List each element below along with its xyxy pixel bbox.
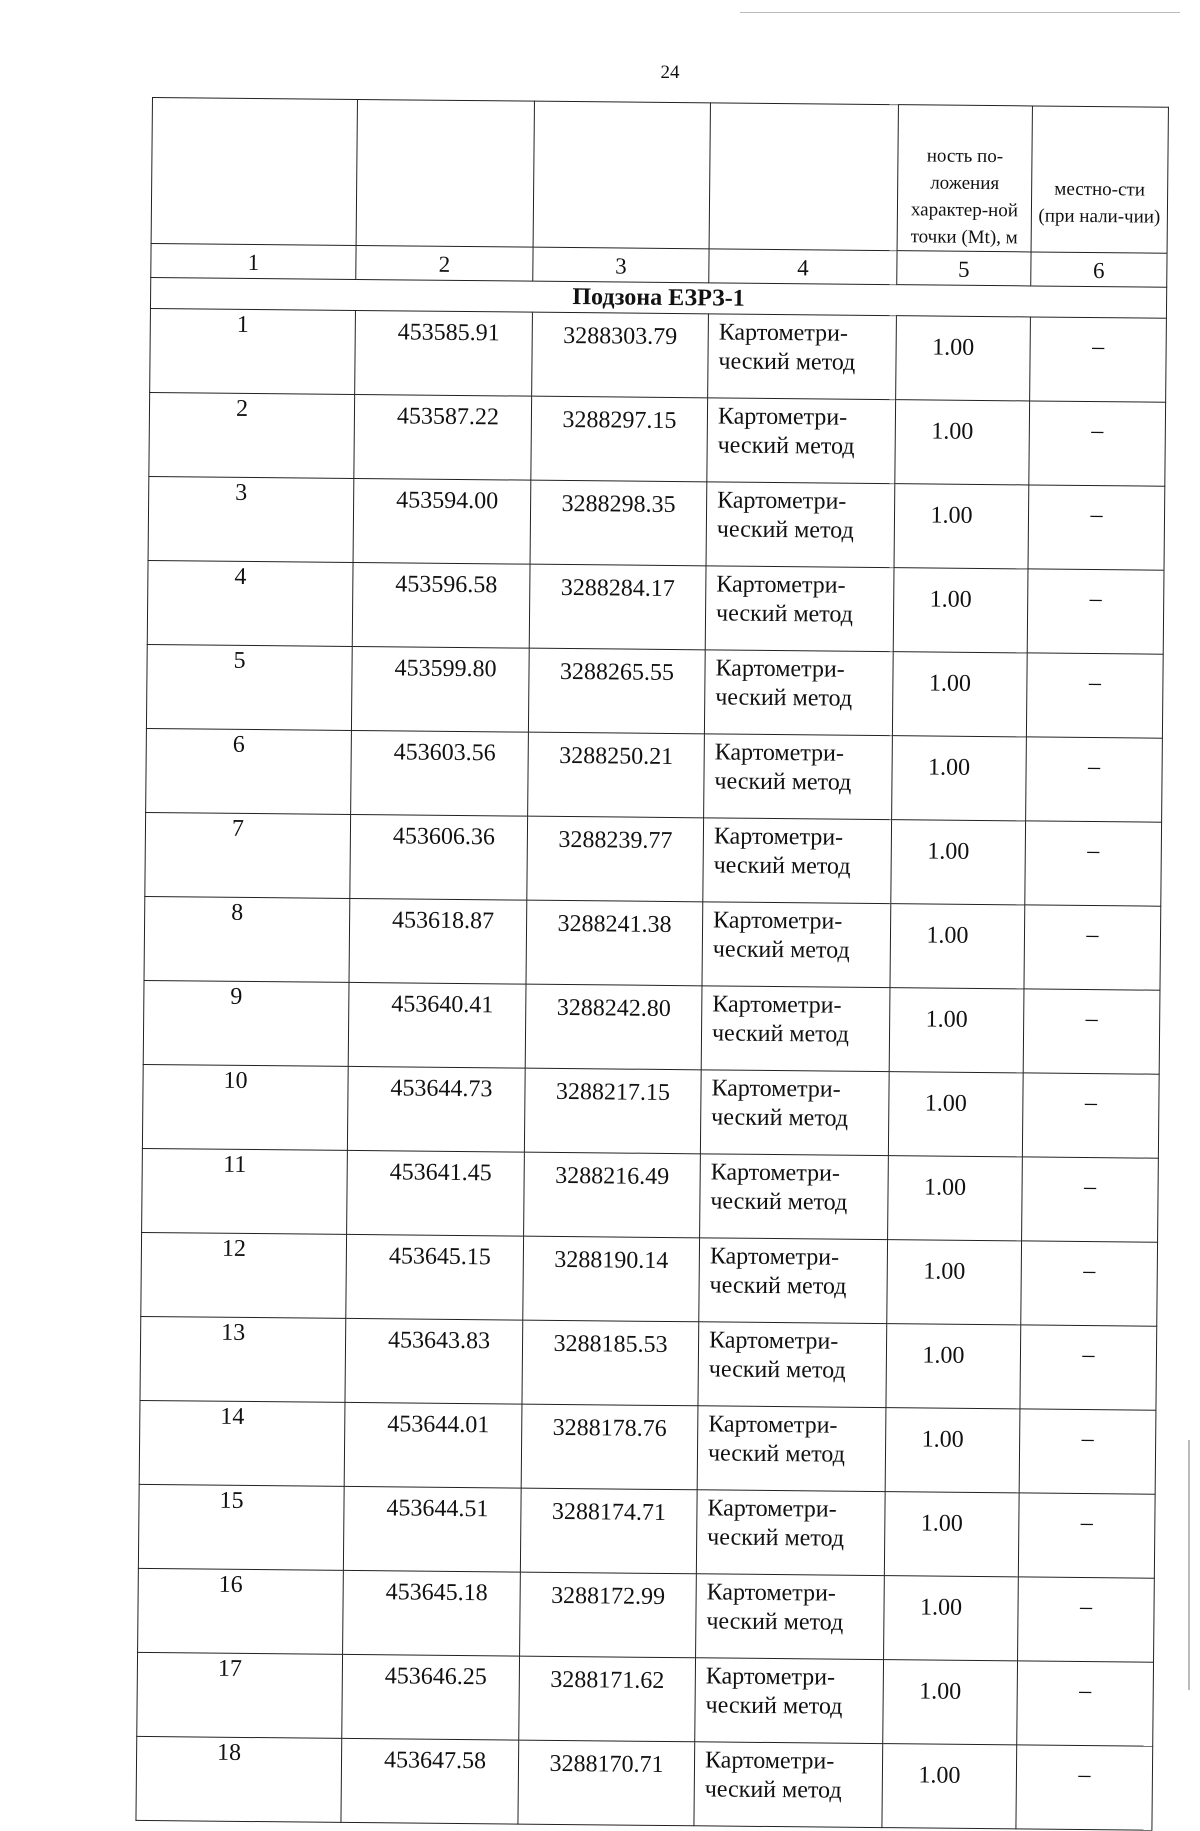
terrain-note: –	[1025, 821, 1162, 906]
method	[694, 1742, 883, 1828]
method-line-2: ческий метод	[705, 1692, 843, 1720]
table-row	[146, 644, 1163, 738]
point-number: 4	[147, 560, 353, 646]
method-line-1: Картометри-	[712, 907, 843, 935]
method	[699, 1238, 888, 1324]
method	[707, 398, 896, 484]
method	[708, 314, 897, 400]
point-number: 18	[136, 1736, 342, 1822]
table-row	[137, 1652, 1154, 1746]
terrain-note: –	[1026, 653, 1163, 738]
method-line-1: Картометри-	[718, 319, 849, 347]
coordinate-y: 3288265.55	[528, 648, 705, 734]
coordinate-y: 3288239.77	[527, 816, 704, 902]
coordinate-x: 453618.87	[349, 898, 527, 984]
point-number: 1	[150, 308, 356, 394]
method-line-2: ческий метод	[714, 768, 852, 796]
terrain-note: –	[1022, 1157, 1159, 1242]
table-row	[138, 1484, 1155, 1578]
coordinate-y: 3288185.53	[522, 1320, 699, 1406]
header-cell	[709, 103, 898, 251]
page-number: 24	[660, 62, 680, 83]
coordinate-x: 453594.00	[353, 478, 531, 564]
coordinate-x: 453641.45	[347, 1150, 525, 1236]
point-number: 11	[142, 1148, 348, 1234]
table-row	[146, 728, 1163, 822]
method-line-1: Картометри-	[717, 403, 848, 431]
terrain-note: –	[1019, 1409, 1156, 1494]
point-number: 8	[144, 896, 350, 982]
method-line-1: Картометри-	[706, 1579, 836, 1607]
terrain-note: –	[1029, 401, 1166, 486]
accuracy: 1.00	[888, 1072, 1023, 1157]
point-number: 7	[145, 812, 351, 898]
method	[698, 1322, 887, 1408]
method	[706, 482, 895, 568]
table-header-row	[151, 98, 1168, 254]
coordinate-x: 453606.36	[350, 814, 528, 900]
coordinate-x: 453596.58	[352, 562, 530, 648]
accuracy: 1.00	[892, 736, 1027, 821]
method	[702, 902, 891, 988]
point-number: 13	[140, 1316, 346, 1402]
coordinate-y: 3288298.35	[530, 480, 707, 566]
column-number: 4	[709, 249, 897, 285]
column-number: 3	[533, 247, 709, 283]
method-line-2: ческий метод	[710, 1188, 848, 1216]
method	[704, 650, 893, 736]
coordinate-y: 3288178.76	[521, 1404, 698, 1490]
column-number: 5	[897, 251, 1031, 286]
point-number: 6	[146, 728, 352, 814]
coordinate-y: 3288217.15	[524, 1068, 701, 1154]
coordinate-y: 3288241.38	[526, 900, 703, 986]
zone-title: Подзона ЕЗРЗ-1	[150, 277, 1166, 318]
coordinate-x: 453640.41	[348, 982, 526, 1068]
table-row	[143, 980, 1160, 1074]
table-row	[138, 1568, 1155, 1662]
coordinate-y: 3288242.80	[525, 984, 702, 1070]
method-line-2: ческий метод	[706, 1608, 844, 1636]
coordinate-y: 3288190.14	[523, 1236, 700, 1322]
coordinate-y: 3288303.79	[532, 312, 709, 398]
terrain-note: –	[1024, 905, 1161, 990]
table-row	[145, 812, 1162, 906]
method-line-2: ческий метод	[713, 852, 851, 880]
table-row	[139, 1400, 1156, 1494]
column-number: 6	[1031, 252, 1167, 287]
coordinates-table	[135, 97, 1169, 1831]
terrain-note: –	[1021, 1241, 1158, 1326]
accuracy: 1.00	[895, 400, 1030, 485]
coordinate-x: 453644.73	[347, 1066, 525, 1152]
terrain-note: –	[1020, 1325, 1157, 1410]
terrain-note: –	[1022, 1073, 1159, 1158]
method-line-2: ческий метод	[717, 432, 855, 460]
terrain-note: –	[1018, 1577, 1155, 1662]
method	[703, 818, 892, 904]
coordinate-y: 3288297.15	[531, 396, 708, 482]
method-line-2: ческий метод	[707, 1524, 845, 1552]
point-number: 9	[143, 980, 349, 1066]
method-line-1: Картометри-	[712, 991, 842, 1019]
header-cell	[151, 98, 357, 246]
method-line-1: Картометри-	[713, 823, 844, 851]
table-row	[144, 896, 1161, 990]
accuracy: 1.00	[892, 652, 1027, 737]
table-row	[150, 308, 1167, 402]
method-line-2: ческий метод	[718, 348, 856, 376]
accuracy: 1.00	[882, 1744, 1017, 1829]
coordinate-x: 453644.51	[343, 1486, 521, 1572]
method	[700, 1154, 889, 1240]
table-row	[142, 1064, 1159, 1158]
column-number: 2	[356, 245, 533, 281]
point-number: 15	[138, 1484, 344, 1570]
table-row	[140, 1316, 1157, 1410]
method-line-1: Картометри-	[714, 739, 845, 767]
accuracy: 1.00	[893, 568, 1028, 653]
column-number: 1	[151, 243, 356, 279]
method-line-2: ческий метод	[708, 1356, 846, 1384]
terrain-note: –	[1016, 1745, 1153, 1830]
method	[704, 734, 893, 820]
point-number: 12	[141, 1232, 347, 1318]
scan-edge-line	[740, 12, 1180, 13]
table-row	[149, 392, 1166, 486]
method-line-2: ческий метод	[709, 1272, 847, 1300]
method-line-1: Картометри-	[711, 1075, 841, 1103]
method	[696, 1490, 885, 1576]
table-row	[142, 1148, 1159, 1242]
method	[705, 566, 894, 652]
method-line-1: Картометри-	[715, 655, 845, 683]
coordinate-x: 453599.80	[351, 646, 529, 732]
coordinate-x: 453644.01	[344, 1402, 522, 1488]
point-number: 14	[139, 1400, 345, 1486]
terrain-note: –	[1018, 1493, 1155, 1578]
terrain-note: –	[1027, 569, 1164, 654]
coordinate-y: 3288250.21	[528, 732, 705, 818]
coordinate-y: 3288284.17	[529, 564, 706, 650]
coordinates-table-wrapper	[135, 97, 1169, 1831]
method-line-1: Картометри-	[707, 1495, 837, 1523]
method-line-1: Картометри-	[717, 487, 847, 515]
point-number: 17	[137, 1652, 343, 1738]
terrain-note: –	[1026, 737, 1163, 822]
coordinate-y: 3288170.71	[518, 1740, 695, 1826]
accuracy: 1.00	[896, 316, 1031, 401]
method-line-1: Картометри-	[704, 1747, 835, 1775]
accuracy: 1.00	[883, 1660, 1018, 1745]
method-line-2: ческий метод	[715, 600, 854, 628]
accuracy: 1.00	[890, 904, 1025, 989]
table-row	[136, 1736, 1153, 1830]
coordinate-x: 453585.91	[355, 310, 533, 396]
accuracy: 1.00	[887, 1240, 1022, 1325]
coordinate-x: 453647.58	[341, 1738, 519, 1824]
terrain-note: –	[1017, 1661, 1154, 1746]
header-cell	[533, 101, 710, 249]
method-line-2: ческий метод	[712, 936, 850, 964]
coordinate-y: 3288171.62	[519, 1656, 696, 1742]
accuracy: 1.00	[884, 1492, 1019, 1577]
coordinate-x: 453646.25	[342, 1654, 520, 1740]
table-row	[147, 560, 1164, 654]
header-cell	[356, 99, 534, 247]
accuracy: 1.00	[888, 1156, 1023, 1241]
method-line-2: ческий метод	[711, 1104, 849, 1132]
coordinate-y: 3288216.49	[524, 1152, 701, 1238]
method-line-1: Картометри-	[709, 1243, 840, 1271]
method-line-1: Картометри-	[716, 571, 846, 599]
point-number: 10	[142, 1064, 348, 1150]
method	[695, 1658, 884, 1744]
accuracy: 1.00	[886, 1324, 1021, 1409]
method-line-2: ческий метод	[704, 1776, 842, 1804]
coordinate-x: 453643.83	[345, 1318, 523, 1404]
table-row	[148, 476, 1165, 570]
point-number: 5	[146, 644, 352, 730]
coordinate-y: 3288174.71	[520, 1488, 697, 1574]
point-number: 16	[138, 1568, 344, 1654]
coordinate-y: 3288172.99	[520, 1572, 697, 1658]
method-line-2: ческий метод	[711, 1020, 850, 1048]
method-line-2: ческий метод	[707, 1440, 845, 1468]
method	[701, 986, 890, 1072]
coordinate-x: 453645.18	[343, 1570, 521, 1656]
method-line-2: ческий метод	[716, 516, 854, 544]
method-line-1: Картометри-	[705, 1663, 836, 1691]
terrain-note: –	[1028, 485, 1165, 570]
accuracy: 1.00	[891, 820, 1026, 905]
coordinate-x: 453587.22	[354, 394, 532, 480]
method	[700, 1070, 889, 1156]
coordinate-x: 453645.15	[346, 1234, 524, 1320]
header-cell-accuracy: ность по-ложения характер-ной точки (Mt), м	[897, 105, 1032, 252]
accuracy: 1.00	[894, 484, 1029, 569]
terrain-note: –	[1023, 989, 1160, 1074]
accuracy: 1.00	[889, 988, 1024, 1073]
method-line-1: Картометри-	[710, 1159, 841, 1187]
method-line-1: Картометри-	[708, 1411, 838, 1439]
point-number: 2	[149, 392, 355, 478]
method-line-2: ческий метод	[715, 684, 853, 712]
accuracy: 1.00	[885, 1408, 1020, 1493]
terrain-note: –	[1030, 317, 1167, 402]
method	[697, 1406, 886, 1492]
method	[696, 1574, 885, 1660]
scan-edge-line	[1188, 1440, 1190, 1690]
method-line-1: Картометри-	[708, 1327, 839, 1355]
accuracy: 1.00	[884, 1576, 1019, 1661]
table-row	[141, 1232, 1158, 1326]
coordinate-x: 453603.56	[351, 730, 529, 816]
point-number: 3	[148, 476, 354, 562]
header-cell-terrain: местно-сти (при нали-чии)	[1031, 106, 1168, 253]
